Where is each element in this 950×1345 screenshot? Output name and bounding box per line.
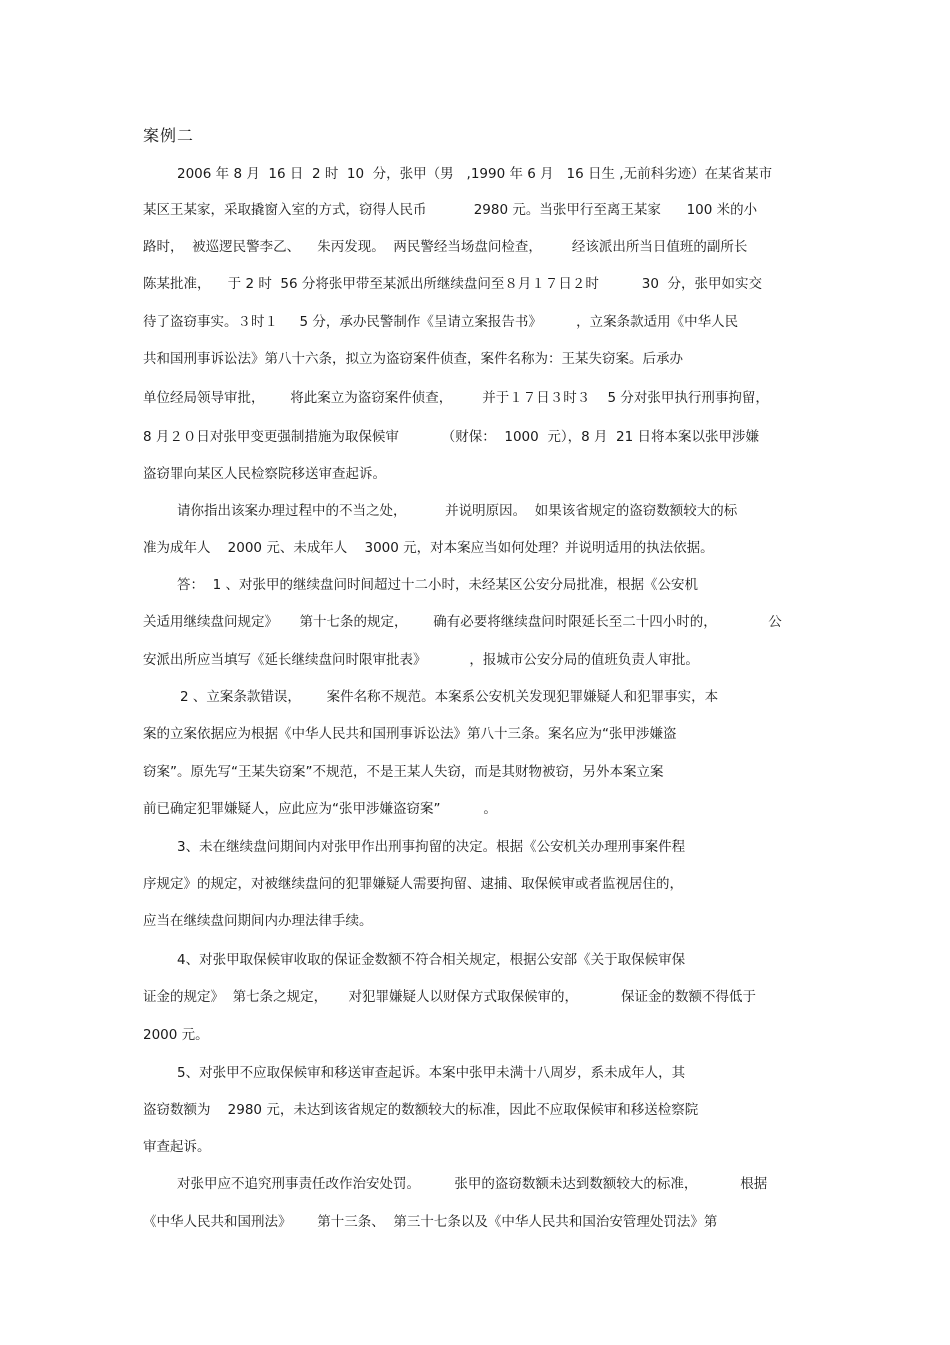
text-line: 序规定》的规定，对被继续盘问的犯罪嫌疑人需要拘留、逮捕、取保候审或者监视居住的， [143,876,683,892]
text-line: 应当在继续盘问期间内办理法律手续。 [143,913,373,929]
text-line: 安派出所应当填写《延长继续盘问时限审批表》 ，报城市公安分局的值班负责人审批。 [143,652,699,668]
text-line: 4、对张甲取保候审收取的保证金数额不符合相关规定，根据公安部《关于取保候审保 [177,952,686,968]
text-line: 对张甲应不追究刑事责任改作治安处罚。 张甲的盗窃数额未达到数额较大的标准， 根据 [177,1176,768,1192]
text-line: 盗窃罪向某区人民检察院移送审查起诉。 [143,466,386,482]
text-line: 某区王某家，采取撬窗入室的方式，窃得人民币 2980 元。当张甲行至离王某家 100 米的小 [143,202,758,218]
text-line: 5、对张甲不应取保候审和移送审查起诉。本案中张甲未满十八周岁，系未成年人，其 [177,1065,686,1081]
text-line: 《中华人民共和国刑法》 第十三条、 第三十七条以及《中华人民共和国治安管理处罚法》第 [143,1214,718,1230]
text-line: 证金的规定》 第七条之规定， 对犯罪嫌疑人以财保方式取保候审的， 保证金的数额不得低于 [143,989,756,1005]
text-line: 2 、立案条款错误， 案件名称不规范。本案系公安机关发现犯罪嫌疑人和犯罪事实，本 [180,689,719,705]
text-line: 2006 年 8 月 16 日 2 时 10 分，张甲（男 ,1990 年 6 月 16 日生 ,无前科劣迹）在某省某市 [177,166,773,182]
text-line: 关适用继续盘问规定》 第十七条的规定， 确有必要将继续盘问时限延长至二十四小时的， 公 [143,614,782,630]
text-line: 共和国刑事诉讼法》第八十六条，拟立为盗窃案件侦查，案件名称为：王某失窃案。后承办 [143,351,683,367]
text-line: 准为成年人 2000 元、未成年人 3000 元，对本案应当如何处理？并说明适用的执法依据。 [143,540,714,556]
text-line: 审查起诉。 [143,1139,211,1155]
text-line: 盗窃数额为 2980 元，未达到该省规定的数额较大的标准，因此不应取保候审和移送检察院 [143,1102,699,1118]
text-line: 待了盗窃事实。３时１ 5 分，承办民警制作《呈请立案报告书》 ，立案条款适用《中华人民 [143,314,739,330]
text-line: 单位经局领导审批， 将此案立为盗窃案件侦查， 并于１７日３时３ 5 分对张甲执行刑事拘留， [143,390,769,406]
text-line: 路时， 被巡逻民警李乙、 朱丙发现。 两民警经当场盘问检查， 经该派出所当日值班的副所长 [143,239,748,255]
text-line: 2000 元。 [143,1027,209,1043]
text-line: 请你指出该案办理过程中的不当之处， 并说明原因。 如果该省规定的盗窃数额较大的标 [177,503,738,519]
text-line: 陈某批准， 于 2 时 56 分将张甲带至某派出所继续盘问至８月１７日２时 30 分，张甲如实交 [143,276,763,292]
document-title: 案例二 [143,126,195,145]
text-line: 8 月２０日对张甲变更强制措施为取保候审 （财保： 1000 元），8 月 21 日将本案以张甲涉嫌 [143,429,759,445]
text-line: 3、未在继续盘问期间内对张甲作出刑事拘留的决定。根据《公安机关办理刑事案件程 [177,839,686,855]
text-line: 前已确定犯罪嫌疑人，应此应为“张甲涉嫌盗窃案” 。 [143,801,497,817]
text-line: 窃案”。原先写“王某失窃案”不规范，不是王某人失窃，而是其财物被窃，另外本案立案 [143,764,664,780]
text-line: 案的立案依据应为根据《中华人民共和国刑事诉讼法》第八十三条。案名应为“张甲涉嫌盗 [143,726,677,742]
text-line: 答： 1 、对张甲的继续盘问时间超过十二小时，未经某区公安分局批准，根据《公安机 [177,577,698,593]
